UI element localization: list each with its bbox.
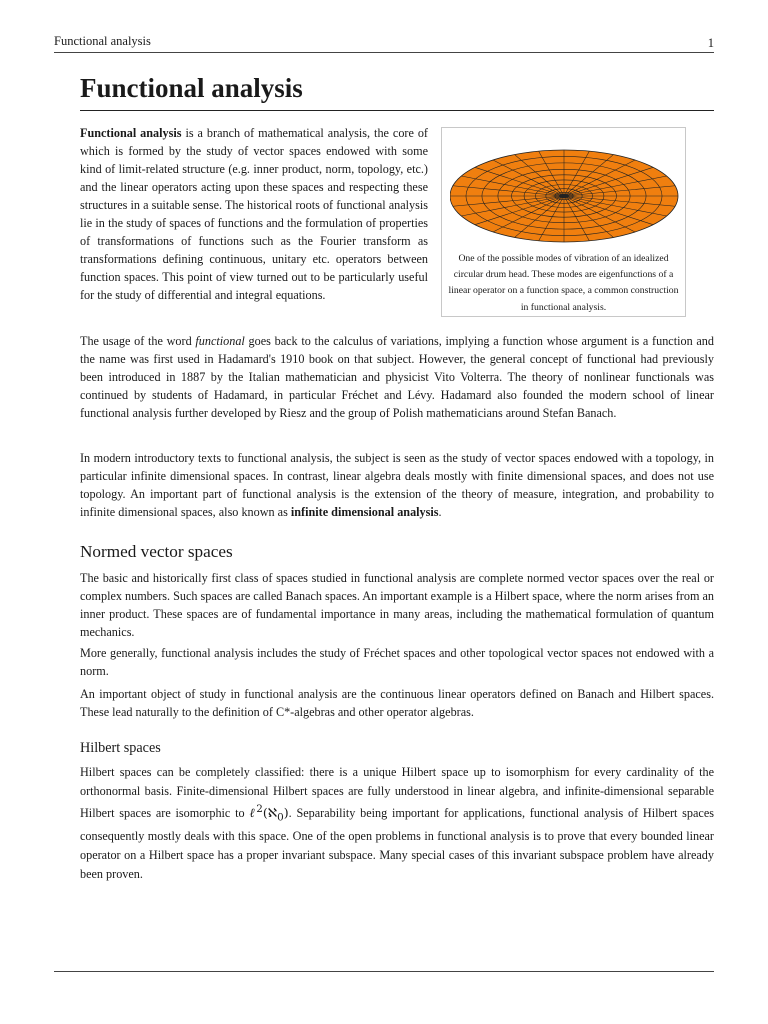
math-close: ) [283,805,289,821]
math-l2-aleph0 [249,803,289,824]
page-number: 1 [707,36,714,50]
modern-text: In modern introductory texts to functional analysis, the subject is seen as the study of vector spaces endowed with a topology, in particular infinite dimensional spaces. In contrast, linear algebra deals mostly with finite dimensional spaces, and does not use topology. An important part of functional analysis is the extension of the theory of measure, integration, and probability to infinite dimensional spaces, also known as [80,451,714,519]
figure-drum [441,127,686,317]
running-head [54,34,714,53]
hilbert-after: . Separability being important for applications, functional analysis of Hilbert spaces consequently mostly deals with this space. One of the open problems in functional analysis is to prove that every bounded linear operator on a Hilbert space has a proper invariant subspace. Many special cases of this invariant subspace problem have already been proven. [80,806,714,881]
page-title: Functional analysis [80,73,303,103]
math-sub: 0 [277,811,284,824]
modern-bold: infinite dimensional analysis [290,505,439,519]
paragraph-modern [80,449,714,521]
running-head-title: Functional analysis [54,34,151,48]
paragraph-usage [80,332,714,422]
paragraph-normed-3: An important object of study in functional analysis are the continuous linear operators defined on Banach and Hilbert spaces. These lead naturally to the definition of C*-algebras and other operator algebras. [80,687,714,719]
usage-after: goes back to the calculus of variations, implying a function whose argument is a function and the name was first used in Hadamard's 1910 book on that subject. However, the general concept of functional had previously been introduced in 1887 by the Italian mathematician and physicist Vito Volterra. The theory of nonlinear functionals was continued by students of Hadamard, in particular Fréchet and Lévy. Hadamard also founded the modern school of linear functional analysis further developed by Riesz and the group of Polish mathematicians around Stefan Banach. [80,334,714,420]
lead-term: Functional analysis [80,126,182,140]
hilbert-before: Hilbert spaces can be completely classified: there is a unique Hilbert space up to isomorphism for every cardinality of the orthonormal basis. Finite-dimensional Hilbert spaces are fully understood in linear algebra, and infinite-dimensional separable Hilbert spaces are isomorphic to [80,765,714,821]
title-divider [80,110,714,111]
math-sup: 2 [256,803,263,816]
heading-hilbert-spaces: Hilbert spaces [80,740,161,756]
figure-caption: One of the possible modes of vibration of an idealized circular drum head. These modes are eigenfunctions of a linear operator on a function space, a common construction in functional analysis. [448,253,679,313]
usage-italic: functional [195,334,245,348]
heading-normed-vector-spaces: Normed vector spaces [80,542,233,561]
lead-text: is a branch of mathematical analysis, the core of which is formed by the study of vector spaces endowed with some kind of limit-related structure (e.g. inner product, norm, topology, etc.) and the linear operators acting upon these spaces and respecting these structures in a suitable sense. The historical roots of functional analysis lie in the study of spaces of functions and the formulation of properties of transformations of functions such as the Fourier transform as transformations defining continuous, unitary etc. operators between function spaces. This point of view turned out to be particularly useful for the study of differential and integral equations. [80,126,428,302]
drum-center [559,194,569,198]
paragraph-normed-2: More generally, functional analysis includes the study of Fréchet spaces and other topological vector spaces not endowed with a norm. [80,646,714,678]
drum-mode-icon [450,138,679,248]
math-open: (ℵ [262,805,278,821]
lead-paragraph [80,124,428,304]
paragraph-normed-1: The basic and historically first class of spaces studied in functional analysis are complete normed vector spaces over the real or complex numbers. Such spaces are called Banach spaces. An important example is a Hilbert space, where the norm arises from an inner product. These spaces are of fundamental importance in many areas, including the mathematical formulation of quantum mechanics. [80,571,714,639]
usage-before: The usage of the word [80,334,196,348]
paragraph-hilbert [80,763,714,883]
footer-divider [54,971,714,972]
math-base: ℓ [249,805,257,821]
modern-end: . [438,505,442,519]
